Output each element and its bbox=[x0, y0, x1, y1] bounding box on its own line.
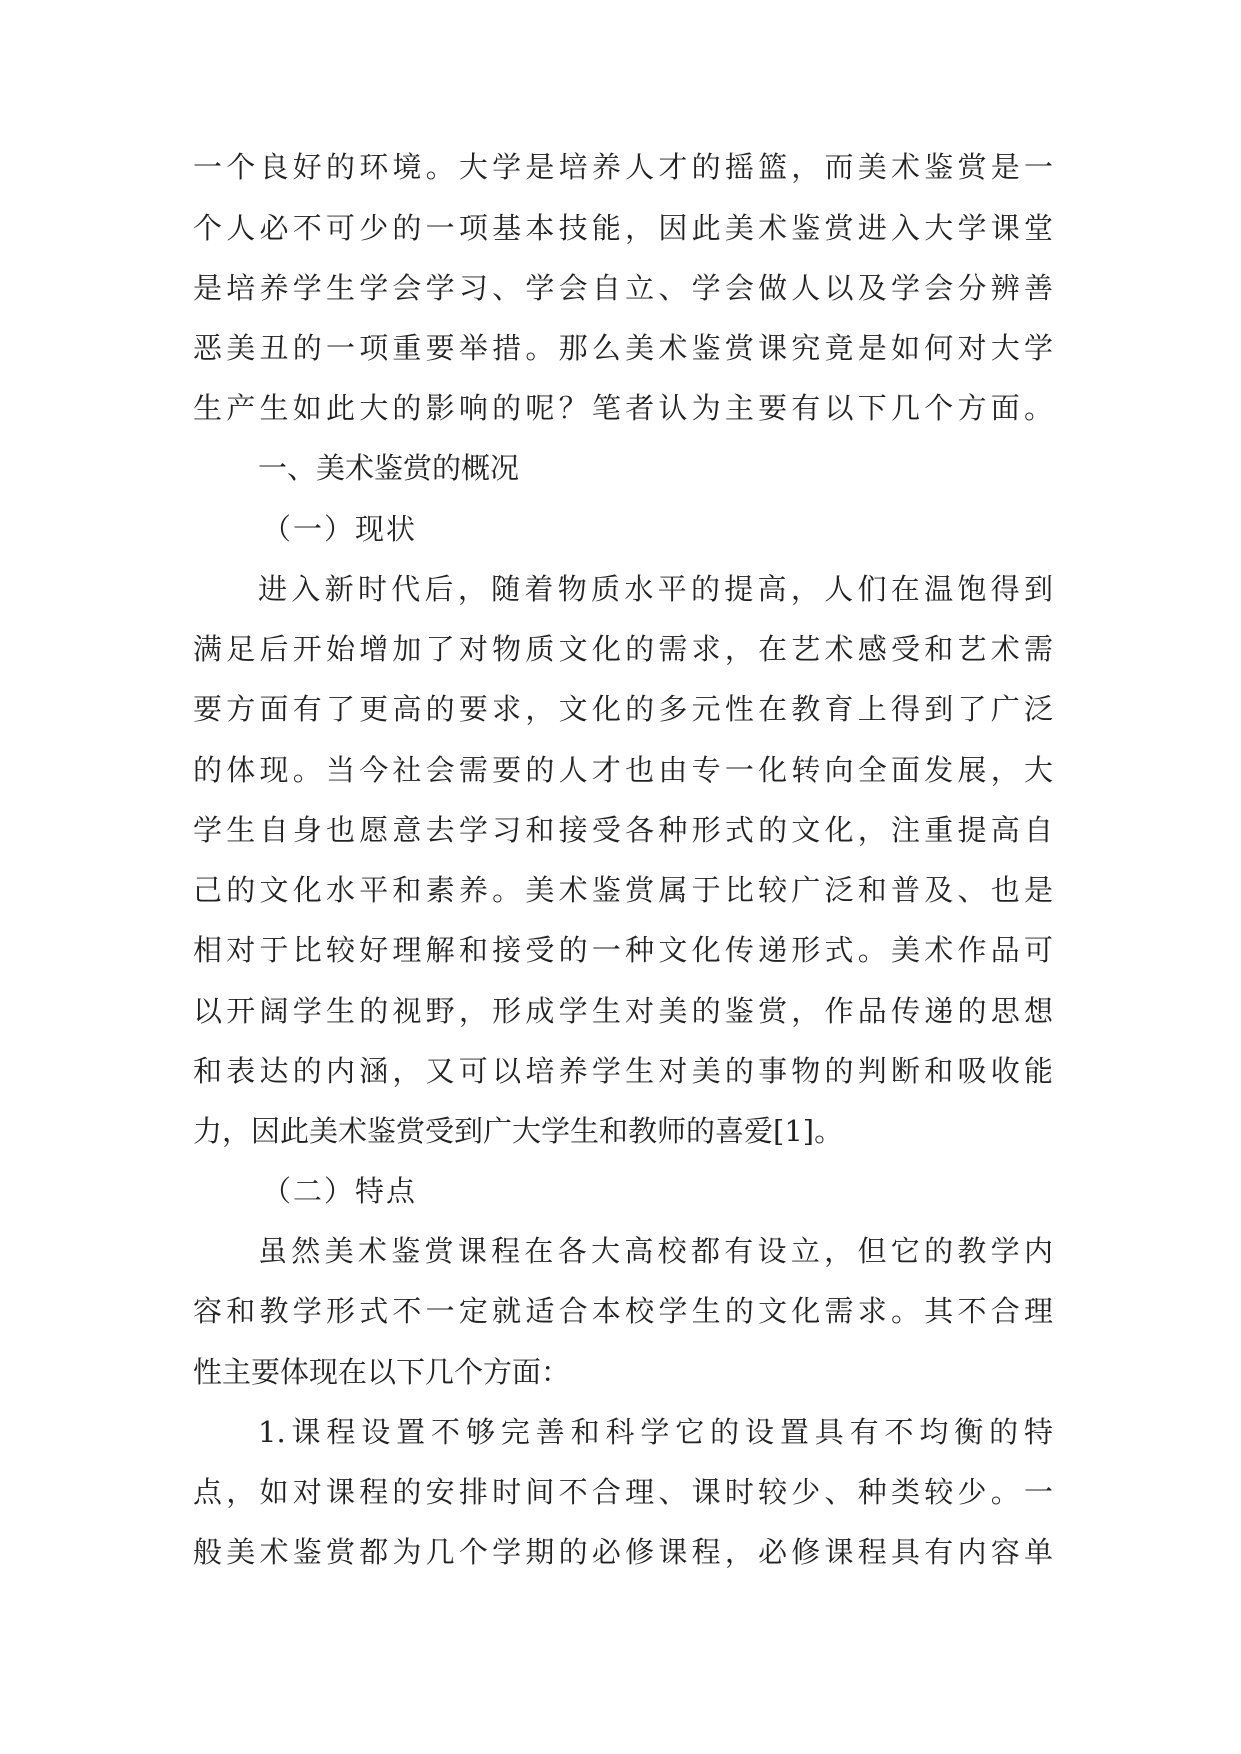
body-text-line: 力，因此美术鉴赏受到广大学生和教师的喜爱[1]。 bbox=[193, 1114, 844, 1148]
body-text-line: 相对于比较好理解和接受的一种文化传递形式。美术作品可 bbox=[193, 933, 1053, 967]
body-text-line: 虽然美术鉴赏课程在各大高校都有设立，但它的教学内 bbox=[258, 1234, 1053, 1268]
body-text-line: 是培养学生学会学习、学会自立、学会做人以及学会分辨善 bbox=[193, 271, 1053, 305]
body-text-line: 要方面有了更高的要求，文化的多元性在教育上得到了广泛 bbox=[193, 692, 1053, 726]
body-text-line: 点，如对课程的安排时间不合理、课时较少、种类较少。一 bbox=[193, 1475, 1053, 1509]
body-text-line: 以开阔学生的视野，形成学生对美的鉴赏，作品传递的思想 bbox=[193, 994, 1053, 1028]
body-text-line: 容和教学形式不一定就适合本校学生的文化需求。其不合理 bbox=[193, 1294, 1053, 1328]
body-text-line: 一个良好的环境。大学是培养人才的摇篮，而美术鉴赏是一 bbox=[193, 150, 1053, 184]
body-text-line: 学生自身也愿意去学习和接受各种形式的文化，注重提高自 bbox=[193, 813, 1053, 847]
body-text-line: 进入新时代后，随着物质水平的提高，人们在温饱得到 bbox=[258, 572, 1053, 606]
body-text-line: 满足后开始增加了对物质文化的需求，在艺术感受和艺术需 bbox=[193, 632, 1053, 666]
body-text-line: 的体现。当今社会需要的人才也由专一化转向全面发展，大 bbox=[193, 753, 1053, 787]
body-text-line: 性主要体现在以下几个方面： bbox=[193, 1355, 571, 1389]
body-text-line: 生产生如此大的影响的呢？笔者认为主要有以下几个方面。 bbox=[193, 391, 1053, 425]
body-text-line: 1.课程设置不够完善和科学它的设置具有不均衡的特 bbox=[258, 1415, 1053, 1449]
body-text-line: 个人必不可少的一项基本技能，因此美术鉴赏进入大学课堂 bbox=[193, 211, 1053, 245]
body-text-line: 般美术鉴赏都为几个学期的必修课程，必修课程具有内容单 bbox=[193, 1535, 1053, 1569]
subsection-heading: （二）特点 bbox=[262, 1174, 418, 1208]
body-text-line: 和表达的内涵，又可以培养学生对美的事物的判断和吸收能 bbox=[193, 1054, 1053, 1088]
subsection-heading: （一）现状 bbox=[262, 512, 418, 546]
section-heading: 一、美术鉴赏的概况 bbox=[258, 451, 520, 485]
body-text-line: 己的文化水平和素养。美术鉴赏属于比较广泛和普及、也是 bbox=[193, 873, 1053, 907]
body-text-line: 恶美丑的一项重要举措。那么美术鉴赏课究竟是如何对大学 bbox=[193, 331, 1053, 365]
